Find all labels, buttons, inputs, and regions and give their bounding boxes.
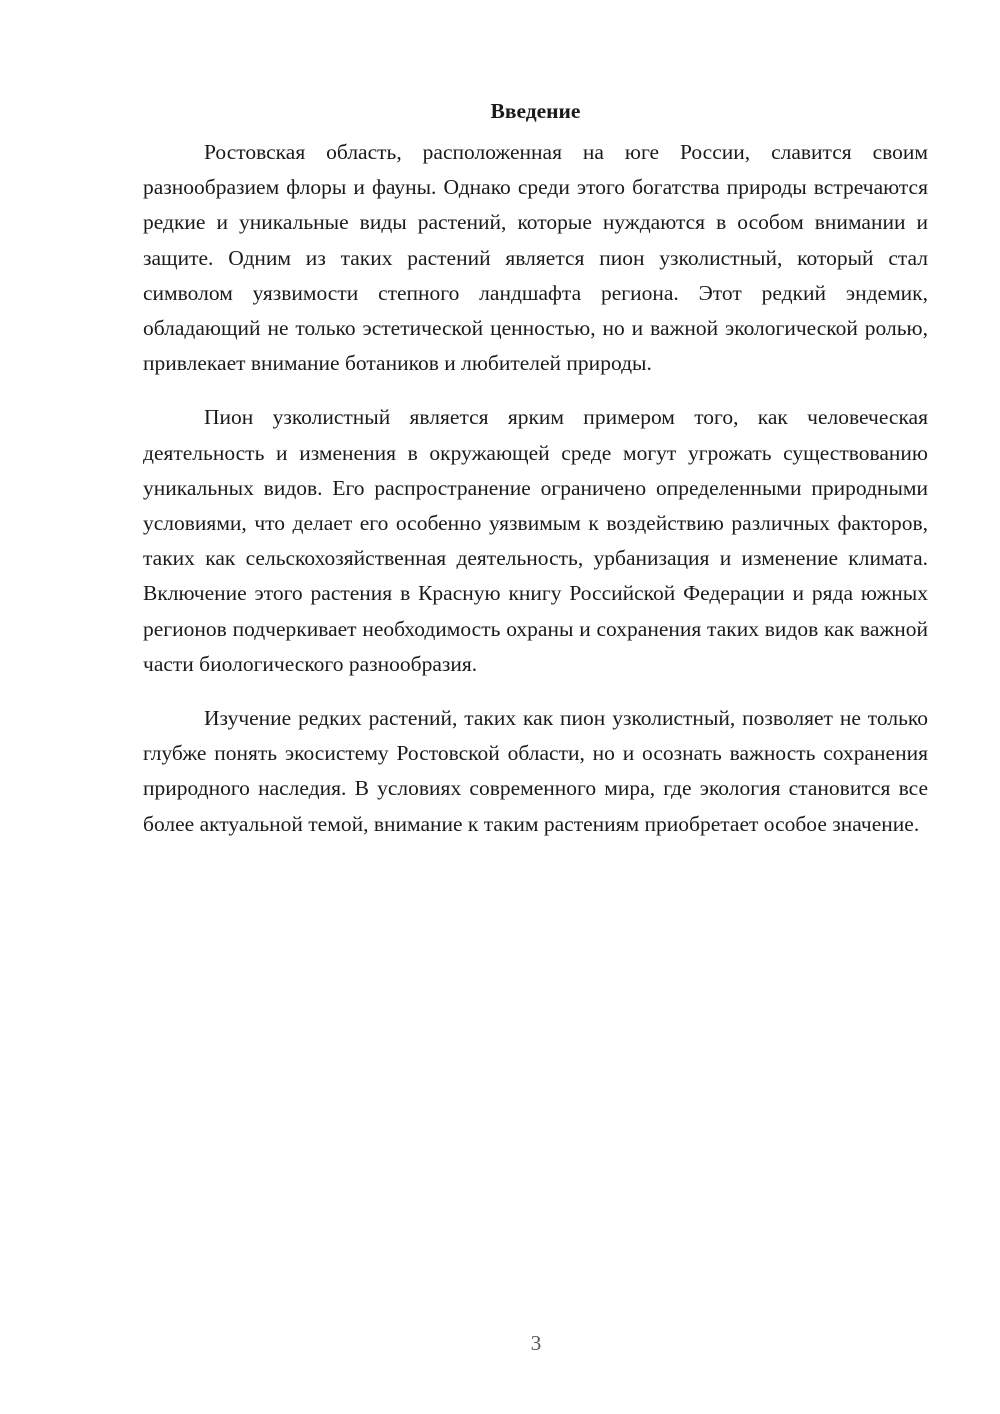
paragraph-3: Изучение редких растений, таких как пион узколистный, позволяет не только глубже понять экосистему Ростовской области, но и осознать важность сохранения природного наследия. В условиях современного мира, где экология становится все более актуальной темой, внимание к таким растениям приобретает особое значение. — [143, 706, 928, 836]
paragraph-2: Пион узколистный является ярким примером того, как человеческая деятельность и изменения в окружающей среде могут угрожать существованию уникальных видов. Его распространение ограничено определенными природными условиями, что делает его особенно уязвимым к воздействию различных факторов, таких как сельскохозяйственная деятельность, урбанизация и изменение климата. Включение этого растения в Красную книгу Российской Федерации и ряда южных регионов подчеркивает необходимость охраны и сохранения таких видов как важной части биологического разнообразия. — [143, 405, 928, 676]
page-content — [143, 96, 928, 861]
page-number: 3 — [530, 1331, 542, 1355]
section-title: Введение — [490, 99, 581, 123]
paragraph-1: Ростовская область, расположенная на юге России, славится своим разнообразием флоры и фауны. Однако среди этого богатства природы встречаются редкие и уникальные виды растений, которые нуждаются в особом внимании и защите. Одним из таких растений является пион узколистный, который стал символом уязвимости степного ландшафта региона. Этот редкий эндемик, обладающий не только эстетической ценностью, но и важной экологической ролью, привлекает внимание ботаников и любителей природы. — [143, 140, 928, 376]
